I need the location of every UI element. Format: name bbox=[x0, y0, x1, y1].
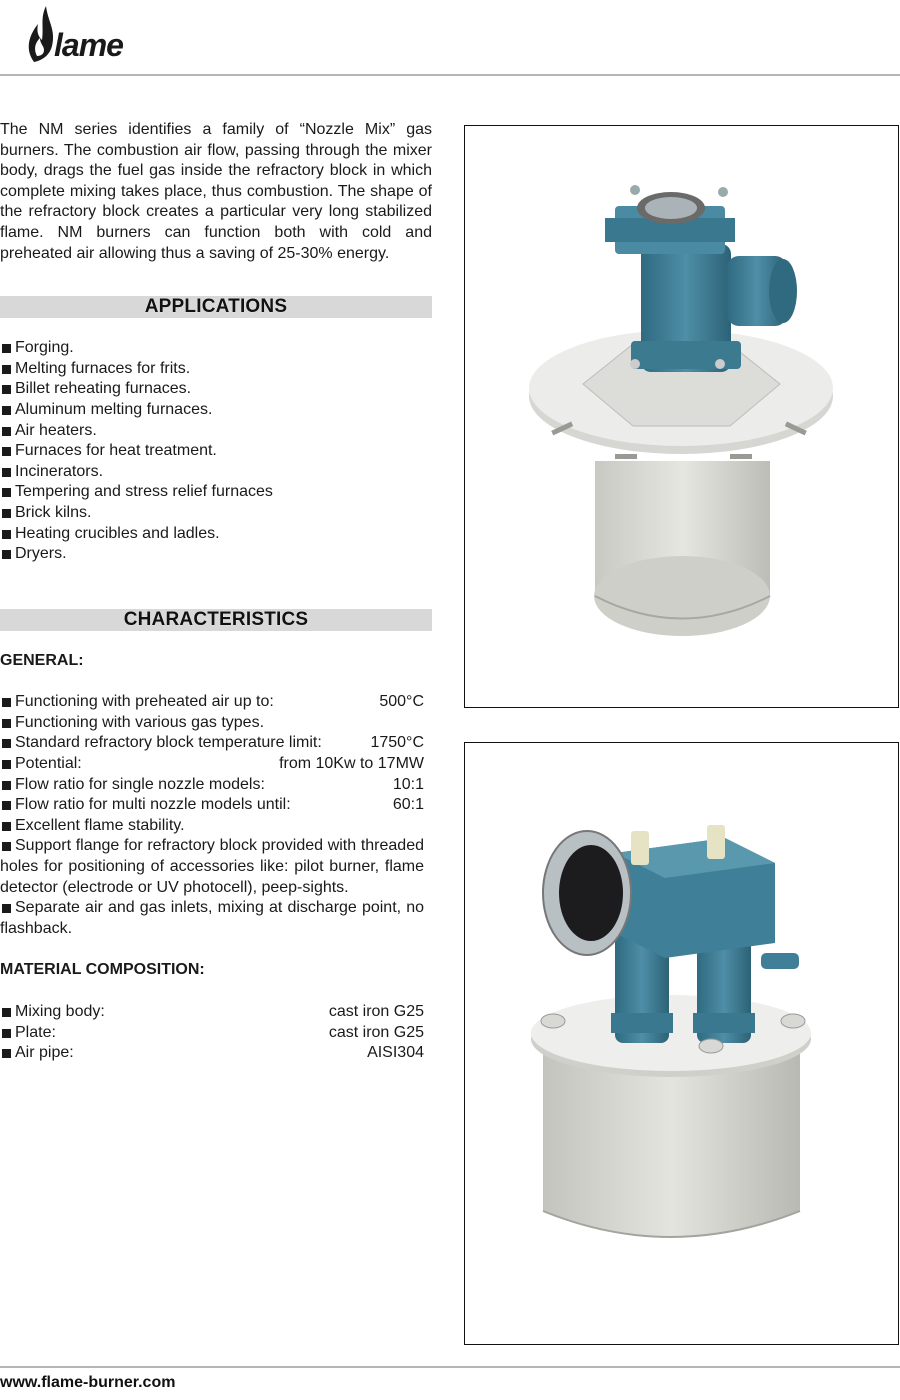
svg-text:lame: lame bbox=[54, 27, 123, 63]
spec-label: Functioning with various gas types. bbox=[15, 713, 265, 731]
spec-label: Flow ratio for single nozzle models: bbox=[15, 775, 265, 793]
spec-row bbox=[0, 692, 424, 713]
single-nozzle-burner-illustration bbox=[465, 126, 898, 707]
spec-row bbox=[0, 775, 424, 796]
flame-logo-icon bbox=[22, 4, 152, 66]
spec-label: Plate: bbox=[15, 1023, 56, 1041]
spec-value: from 10Kw to 17MW bbox=[279, 755, 424, 773]
spec-value: AISI304 bbox=[367, 1044, 424, 1062]
material-subheading: MATERIAL COMPOSITION: bbox=[0, 961, 205, 979]
spec-label: Standard refractory block temperature limit: bbox=[15, 734, 322, 752]
support-flange-item: Support flange for refractory block provided with threaded holes for positioning of accessories like: pilot burner, flame detector (electrode or UV photocell), peep-sights. bbox=[0, 836, 424, 898]
intro-paragraph: The NM series identifies a family of “Nozzle Mix” gas burners. The combustion air flow, passing through the mixer body, drags the fuel gas inside the refractory block in which complete mixing takes place, thus combustion. The shape of the refractory block creates a particular very long stabilized flame. NM burners can function both with cold and preheated air allowing thus a saving of 25-30% energy. bbox=[0, 121, 432, 262]
spec-row bbox=[0, 754, 424, 775]
spec-label: Functioning with preheated air up to: bbox=[15, 693, 274, 711]
spec-label: Flow ratio for multi nozzle models until: bbox=[15, 796, 291, 814]
spec-label: Potential: bbox=[15, 755, 82, 773]
list-item: Incinerators. bbox=[0, 462, 432, 483]
spec-row bbox=[0, 795, 424, 816]
list-item: Melting furnaces for frits. bbox=[0, 359, 432, 380]
left-column bbox=[0, 120, 432, 1064]
spec-row bbox=[0, 733, 424, 754]
applications-list bbox=[0, 338, 432, 565]
spec-row bbox=[0, 713, 424, 734]
page-header bbox=[0, 0, 900, 76]
spec-value: 60:1 bbox=[392, 796, 424, 814]
multi-nozzle-burner-photo bbox=[464, 742, 899, 1345]
applications-heading: APPLICATIONS bbox=[0, 296, 432, 318]
single-nozzle-burner-photo bbox=[464, 125, 899, 708]
general-subheading: GENERAL: bbox=[0, 651, 84, 669]
footer-website-link[interactable]: www.flame-burner.com bbox=[0, 1374, 176, 1391]
header-divider bbox=[0, 74, 900, 76]
material-spec-list bbox=[0, 1002, 424, 1064]
spec-row bbox=[0, 1043, 424, 1064]
list-item: Forging. bbox=[0, 338, 432, 359]
spec-row bbox=[0, 1002, 424, 1023]
multi-nozzle-burner-illustration bbox=[465, 743, 898, 1344]
spec-value: cast iron G25 bbox=[328, 1023, 424, 1041]
spec-label: Mixing body: bbox=[15, 1003, 105, 1020]
spec-row bbox=[0, 1023, 424, 1044]
list-item: Brick kilns. bbox=[0, 503, 432, 524]
spec-value: 1750°C bbox=[370, 734, 424, 752]
spec-value: 500°C bbox=[379, 693, 424, 711]
list-item: Air heaters. bbox=[0, 421, 432, 442]
footer-divider bbox=[0, 1366, 900, 1368]
list-item: Heating crucibles and ladles. bbox=[0, 524, 432, 545]
list-item: Dryers. bbox=[0, 544, 432, 565]
spec-label: Excellent flame stability. bbox=[15, 816, 185, 834]
list-item: Aluminum melting furnaces. bbox=[0, 400, 432, 421]
spec-label: Air pipe: bbox=[15, 1044, 74, 1062]
list-item: Furnaces for heat treatment. bbox=[0, 441, 432, 462]
characteristics-heading: CHARACTERISTICS bbox=[0, 609, 432, 631]
list-item: Tempering and stress relief furnaces bbox=[0, 482, 432, 503]
separate-inlets-item: Separate air and gas inlets, mixing at discharge point, no flashback. bbox=[0, 898, 424, 939]
spec-value: cast iron G25 bbox=[328, 1003, 424, 1020]
spec-row bbox=[0, 816, 424, 837]
general-spec-list bbox=[0, 692, 424, 939]
list-item: Billet reheating furnaces. bbox=[0, 379, 432, 400]
spec-value: 10:1 bbox=[392, 775, 424, 793]
